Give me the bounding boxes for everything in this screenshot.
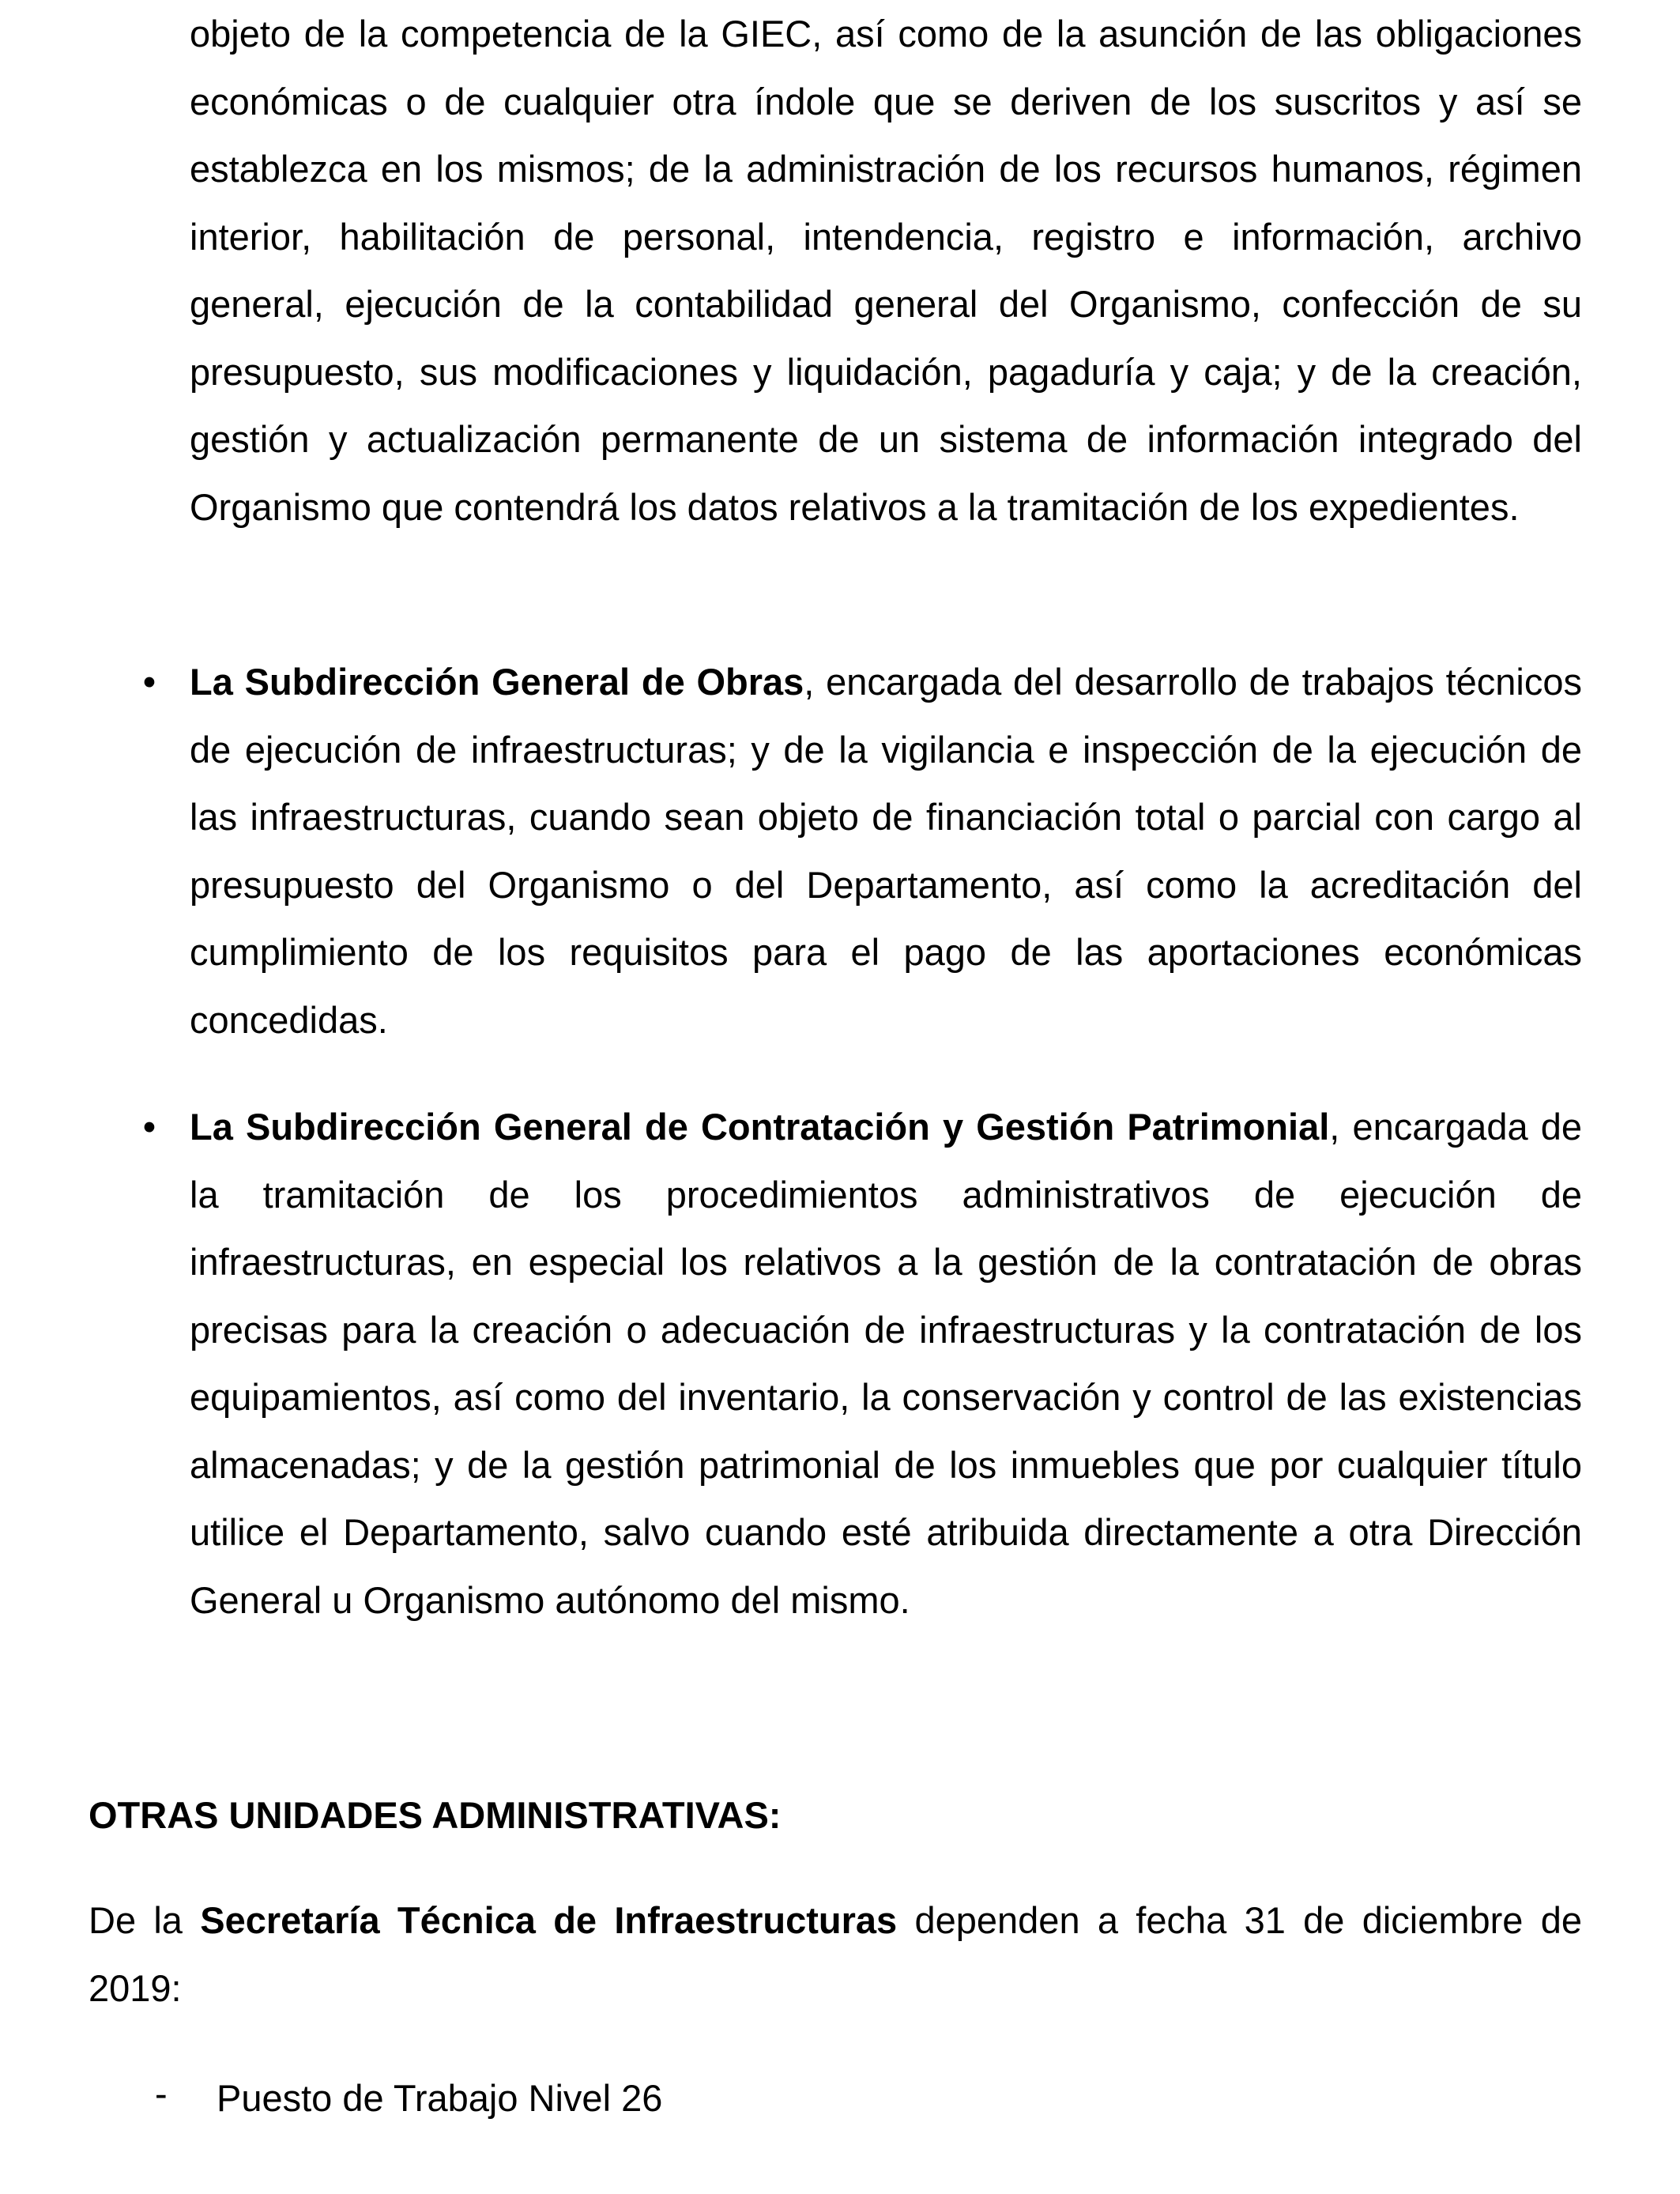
bullet-text: , encargada del desarrollo de trabajos técnicos de ejecución de infraestructuras; y de la vigilancia e inspección de la ejecución de las infraestructuras, cuando sean objeto de financiación total o parcial con cargo al presupuesto del Organismo o del Departamento, así como la acreditación del cumplimiento de los requisitos para el pago de las aportaciones económicas concedidas.	[190, 661, 1582, 1041]
intro-prefix: De la	[89, 1899, 201, 1941]
bullet-title: La Subdirección General de Contratación y Gestión Patrimonial	[190, 1106, 1330, 1148]
intro-suffix: dependen a fecha 31 de diciembre de 2019:	[89, 1899, 1583, 2009]
intro-bold: Secretaría Técnica de Infraestructuras	[200, 1899, 898, 1941]
bullet-icon: •	[142, 1106, 156, 1148]
section-heading: OTRAS UNIDADES ADMINISTRATIVAS:	[89, 1794, 782, 1836]
dash-icon: -	[155, 2072, 168, 2114]
bullet-item-contratacion	[142, 1093, 1583, 1634]
bullet-icon: •	[142, 661, 156, 703]
continuation-paragraph: objeto de la competencia de la GIEC, así como de la asunción de las obligaciones económicas o de cualquier otra índole que se deriven de los suscritos y así se establezca en los mismos; de la administración de los recursos humanos, régimen interior, habilitación de personal, intendencia, registro e información, archivo general, ejecución de la contabilidad general del Organismo, confección de su presupuesto, sus modificaciones y liquidación, pagaduría y caja; y de la creación, gestión y actualización permanente de un sistema de información integrado del Organismo que contendrá los datos relativos a la tramitación de los expedientes.	[190, 13, 1582, 528]
bullet-item-obras	[142, 648, 1582, 1054]
bullet-title: La Subdirección General de Obras	[190, 661, 804, 703]
dash-item-text: Puesto de Trabajo Nivel 26	[217, 2077, 663, 2119]
bullet-paragraph	[190, 1093, 1582, 1634]
bullet-text: , encargada de la tramitación de los procedimientos administrativos de ejecución de infraestructuras, en especial los relativos a la gestión de la contratación de obras precisas para la creación o adecuación de infraestructuras y la contratación de los equipamientos, así como del inventario, la conservación y control de las existencias almacenadas; y de la gestión patrimonial de los inmuebles que por cualquier título utilice el Departamento, salvo cuando esté atribuida directamente a otra Dirección General u Organismo autónomo del mismo.	[190, 1106, 1583, 1621]
bullet-paragraph	[190, 648, 1582, 1054]
intro-paragraph	[89, 1887, 1582, 2022]
